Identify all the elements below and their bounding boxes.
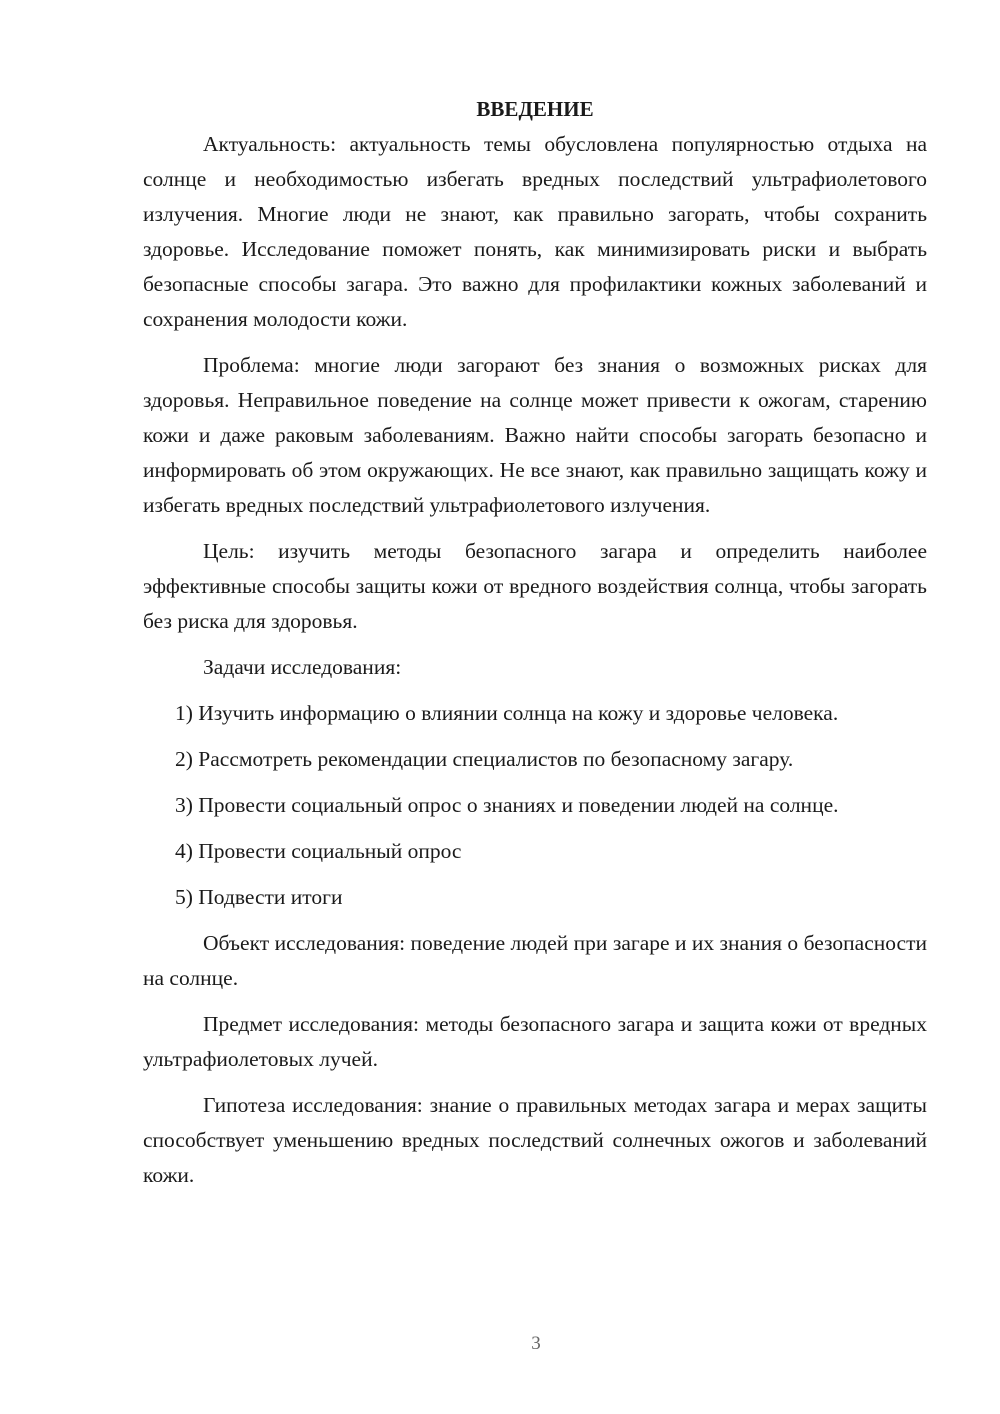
task-item-3: 3) Провести социальный опрос о знаниях и поведении людей на солнце. xyxy=(175,793,839,817)
hypothesis-paragraph: Гипотеза исследования: знание о правильных методах загара и мерах защиты способствует уменьшению вредных последствий солнечных ожогов и заболеваний кожи. xyxy=(143,1093,927,1187)
problem-paragraph: Проблема: многие люди загорают без знания о возможных рисках для здоровья. Неправильное поведение на солнце может привести к ожогам, старению кожи и даже раковым заболеваниям. Важно найти способы загорать безопасно и информировать об этом окружающих. Не все знают, как правильно защищать кожу и избегать вредных последствий ультрафиолетового излучения. xyxy=(143,353,927,517)
goal-paragraph: Цель: изучить методы безопасного загара и определить наиболее эффективные способы защиты кожи от вредного воздействия солнца, чтобы загорать без риска для здоровья. xyxy=(143,539,927,633)
document-page xyxy=(143,92,927,1193)
section-title: ВВЕДЕНИЕ xyxy=(476,97,594,121)
object-paragraph: Объект исследования: поведение людей при загаре и их знания о безопасности на солнце. xyxy=(143,931,927,990)
subject-paragraph: Предмет исследования: методы безопасного загара и защита кожи от вредных ультрафиолетовых лучей. xyxy=(143,1012,927,1071)
task-item-4: 4) Провести социальный опрос xyxy=(175,839,462,863)
task-item-5: 5) Подвести итоги xyxy=(175,885,343,909)
task-item-1: 1) Изучить информацию о влиянии солнца на кожу и здоровье человека. xyxy=(175,701,839,725)
page-number: 3 xyxy=(531,1333,541,1354)
task-item-2: 2) Рассмотреть рекомендации специалистов по безопасному загару. xyxy=(175,747,794,771)
tasks-heading: Задачи исследования: xyxy=(203,655,402,679)
relevance-paragraph: Актуальность: актуальность темы обусловлена популярностью отдыха на солнце и необходимостью избегать вредных последствий ультрафиолетового излучения. Многие люди не знают, как правильно загорать, чтобы сохранить здоровье. Исследование поможет понять, как минимизировать риски и выбрать безопасные способы загара. Это важно для профилактики кожных заболеваний и сохранения молодости кожи. xyxy=(143,132,927,331)
